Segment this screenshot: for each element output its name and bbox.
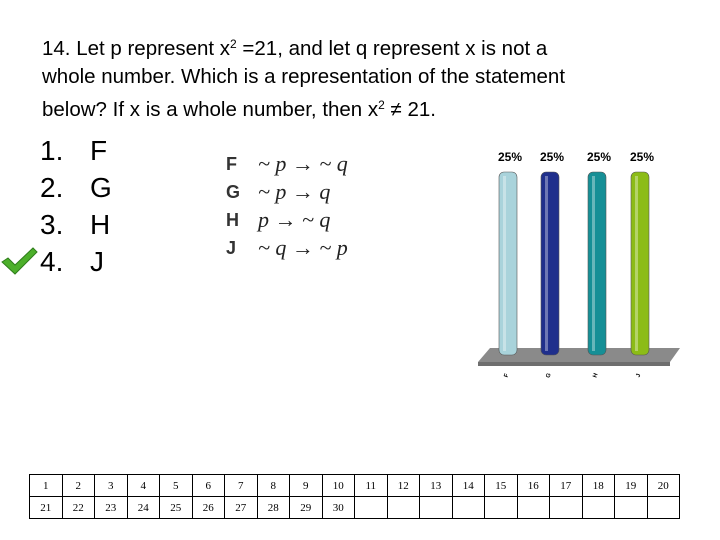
choice-1[interactable] [40, 132, 112, 169]
chart-bar-f [499, 172, 517, 355]
grid-cell: 25 [160, 497, 193, 519]
grid-cell: 27 [225, 497, 258, 519]
grid-cell: 7 [225, 475, 258, 497]
chart-bar-highlight [592, 176, 595, 351]
grid-cell: 2 [62, 475, 95, 497]
grid-cell [615, 497, 648, 519]
grid-cell: 9 [290, 475, 323, 497]
grid-cell: 26 [192, 497, 225, 519]
choice-3[interactable] [40, 206, 112, 243]
grid-cell: 5 [160, 475, 193, 497]
grid-cell: 1 [30, 475, 63, 497]
grid-cell [647, 497, 680, 519]
choice-label: F [90, 135, 108, 166]
logic-options-image [226, 150, 348, 262]
grid-cell [582, 497, 615, 519]
chart-category-label: J [635, 373, 643, 379]
grid-cell [485, 497, 518, 519]
grid-cell: 29 [290, 497, 323, 519]
grid-cell: 20 [647, 475, 680, 497]
logic-option-h: H p → ~ q [226, 207, 331, 232]
grid-cell [355, 497, 388, 519]
question-text: 14. Let p represent $x^2 =21$, and let q represent x is not a whole number. Which is a representation of the statement below? If x is a whole number, then $x^2 \ne 21$. [42, 37, 566, 121]
grid-cell: 13 [420, 475, 453, 497]
response-grid [29, 474, 680, 519]
grid-cell: 17 [550, 475, 583, 497]
choice-label: H [90, 209, 111, 240]
chart-floor-edge [478, 362, 670, 366]
choice-label: G [90, 172, 112, 203]
chart-bar-highlight [635, 176, 638, 351]
chart-bar-j [631, 172, 649, 355]
grid-cell: 16 [517, 475, 550, 497]
grid-cell: 4 [127, 475, 160, 497]
chart-back-wall [490, 150, 680, 348]
choice-number: 2. [40, 172, 64, 203]
grid-row [30, 475, 680, 497]
answer-choices [40, 132, 112, 280]
chart-value-label: 25% [497, 150, 523, 164]
chart-value-label: 25% [539, 150, 565, 164]
chart-bar-highlight [545, 176, 548, 351]
chart-value-label: 25% [586, 150, 612, 164]
chart-bar-g [541, 172, 559, 355]
grid-row [30, 497, 680, 519]
choice-number: 1. [40, 135, 64, 166]
chart-value-label: 25% [629, 150, 655, 164]
grid-cell [550, 497, 583, 519]
chart-category-label: H [592, 372, 600, 379]
logic-option-f: F ~ p → ~ q [226, 151, 348, 176]
grid-cell: 24 [127, 497, 160, 519]
grid-cell: 3 [95, 475, 128, 497]
grid-cell: 11 [355, 475, 388, 497]
grid-cell: 14 [452, 475, 485, 497]
grid-cell: 28 [257, 497, 290, 519]
choice-label: J [90, 246, 104, 277]
grid-cell: 21 [30, 497, 63, 519]
grid-cell: 19 [615, 475, 648, 497]
choice-4[interactable] [40, 243, 112, 280]
choice-number: 4. [40, 246, 64, 277]
grid-cell [452, 497, 485, 519]
grid-cell: 18 [582, 475, 615, 497]
grid-cell [517, 497, 550, 519]
grid-cell: 22 [62, 497, 95, 519]
checkmark-icon [0, 246, 38, 276]
grid-cell: 8 [257, 475, 290, 497]
grid-cell [387, 497, 420, 519]
chart-category-label: G [545, 372, 553, 379]
chart-bar-highlight [503, 176, 506, 351]
results-bar-chart [470, 140, 685, 385]
grid-cell: 30 [322, 497, 355, 519]
grid-cell: 23 [95, 497, 128, 519]
grid-cell: 12 [387, 475, 420, 497]
grid-cell: 15 [485, 475, 518, 497]
grid-cell [420, 497, 453, 519]
grid-cell: 10 [322, 475, 355, 497]
choice-number: 3. [40, 209, 64, 240]
choice-2[interactable] [40, 169, 112, 206]
logic-option-j: J ~ q → ~ p [226, 235, 348, 260]
chart-bar-h [588, 172, 606, 355]
chart-category-label: F [503, 372, 511, 379]
logic-option-g: G ~ p → q [226, 179, 331, 204]
grid-cell: 6 [192, 475, 225, 497]
